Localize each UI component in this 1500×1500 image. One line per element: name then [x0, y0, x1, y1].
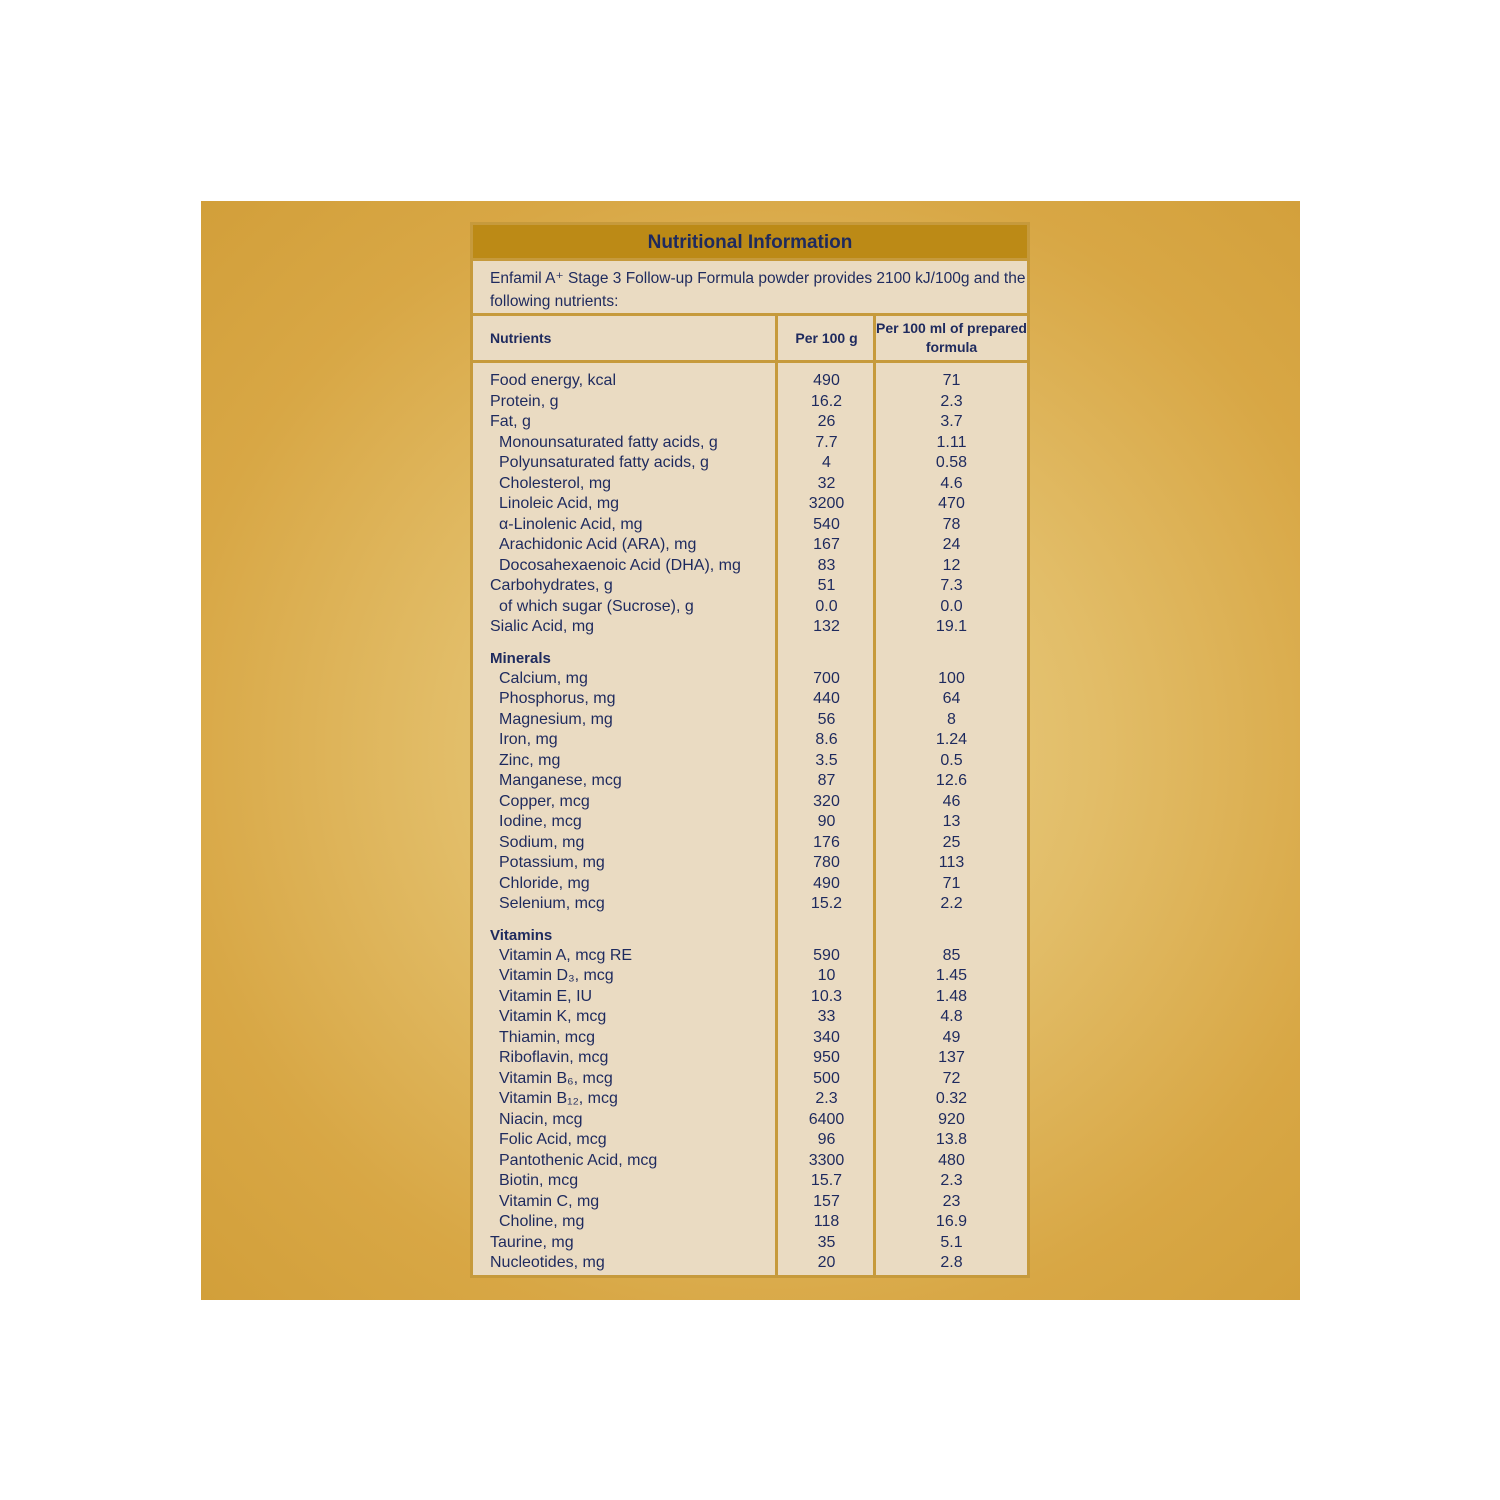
table-row	[473, 730, 1027, 751]
section-title: Minerals	[490, 649, 551, 667]
table-row	[473, 535, 1027, 556]
value-per-100ml: 49	[942, 1028, 961, 1046]
value-per-100ml: 2.8	[940, 1254, 963, 1271]
value-per-100g: 320	[813, 792, 840, 810]
value-per-100g: 340	[813, 1028, 840, 1046]
value-per-100ml: 78	[942, 515, 961, 533]
nutrient-name: Manganese, mcg	[499, 772, 622, 789]
value-per-100ml: 12	[942, 556, 961, 574]
value-per-100ml: 3.7	[940, 413, 963, 430]
nutrient-name: Folic Acid, mcg	[499, 1131, 607, 1148]
table-body	[473, 371, 1027, 1274]
value-per-100ml: 113	[938, 854, 965, 871]
table-row	[473, 1253, 1027, 1274]
nutrient-name: Magnesium, mg	[499, 710, 613, 728]
value-per-100ml: 4.8	[940, 1008, 963, 1025]
nutrient-name: Biotin, mcg	[499, 1172, 579, 1189]
nutrition-table-card	[470, 222, 1030, 1278]
table-row	[473, 1007, 1027, 1028]
value-per-100ml: 16.9	[935, 1213, 968, 1230]
table-row	[473, 1048, 1027, 1069]
value-per-100ml: 85	[942, 946, 961, 964]
nutrient-name: Riboflavin, mcg	[499, 1049, 609, 1066]
value-per-100g: 10	[817, 967, 836, 984]
table-row	[473, 946, 1027, 967]
value-per-100ml: 12.6	[935, 772, 968, 789]
value-per-100g: 700	[813, 669, 840, 687]
table-row	[473, 689, 1027, 710]
table-row	[473, 987, 1027, 1008]
value-per-100ml: 72	[942, 1069, 961, 1087]
value-per-100ml: 1.45	[935, 967, 968, 984]
value-per-100g: 33	[817, 1008, 836, 1025]
value-per-100ml: 2.3	[940, 1172, 963, 1189]
nutrient-name: Vitamin B₆, mcg	[499, 1069, 613, 1087]
nutrient-name: Pantothenic Acid, mcg	[499, 1151, 658, 1169]
value-per-100g: 2.3	[815, 1090, 838, 1107]
table-row	[473, 474, 1027, 495]
table-row	[473, 433, 1027, 454]
nutrient-name: Taurine, mg	[490, 1233, 574, 1251]
nutrient-name: Chloride, mg	[499, 874, 590, 892]
value-per-100g: 7.7	[815, 433, 838, 451]
table-row	[473, 833, 1027, 854]
section-title: Vitamins	[490, 926, 553, 944]
value-per-100g: 3200	[808, 495, 845, 512]
value-per-100g: 4	[822, 454, 831, 471]
nutrient-name: Arachidonic Acid (ARA), mg	[499, 536, 697, 553]
table-row	[473, 812, 1027, 833]
value-per-100ml: 24	[942, 536, 961, 553]
value-per-100ml: 64	[942, 690, 961, 707]
value-per-100ml: 19.1	[935, 618, 968, 635]
table-title: Nutritional Information	[473, 225, 1027, 258]
table-row	[473, 576, 1027, 597]
nutrient-name: Vitamin A, mcg RE	[499, 946, 633, 964]
table-row	[473, 453, 1027, 474]
value-per-100g: 590	[813, 946, 840, 964]
table-row	[473, 1171, 1027, 1192]
nutrient-name: Vitamin D₃, mcg	[499, 967, 614, 984]
value-per-100ml: 23	[942, 1192, 961, 1210]
nutrient-name: Monounsaturated fatty acids, g	[499, 433, 718, 451]
value-per-100ml: 4.6	[940, 474, 963, 492]
nutrient-name: Polyunsaturated fatty acids, g	[499, 454, 709, 471]
nutrient-name: Zinc, mg	[499, 751, 561, 769]
nutrient-name: Cholesterol, mg	[499, 474, 612, 492]
table-row	[473, 966, 1027, 987]
value-per-100g: 16.2	[810, 392, 843, 410]
value-per-100g: 32	[817, 474, 836, 492]
value-per-100g: 15.7	[810, 1172, 843, 1189]
table-row	[473, 792, 1027, 813]
nutrient-name: Linoleic Acid, mg	[499, 495, 620, 512]
table-row	[473, 669, 1027, 690]
table-row	[473, 771, 1027, 792]
value-per-100ml: 25	[942, 833, 961, 851]
value-per-100g: 0.0	[815, 597, 838, 615]
value-per-100ml: 137	[938, 1049, 965, 1066]
value-per-100ml: 2.2	[940, 895, 963, 912]
table-row	[473, 597, 1027, 618]
value-per-100g: 176	[813, 833, 840, 851]
table-row	[473, 1028, 1027, 1049]
value-per-100g: 540	[813, 515, 840, 533]
table-row	[473, 894, 1027, 915]
value-per-100g: 132	[813, 618, 840, 635]
nutrient-name: Carbohydrates, g	[490, 577, 613, 594]
value-per-100g: 56	[817, 710, 836, 728]
value-per-100g: 440	[813, 690, 840, 707]
value-per-100g: 167	[813, 536, 840, 553]
nutrient-name: Vitamin E, IU	[499, 987, 593, 1005]
nutrient-name: Niacin, mcg	[499, 1110, 583, 1128]
value-per-100ml: 71	[942, 372, 961, 389]
value-per-100ml: 71	[942, 874, 961, 892]
value-per-100g: 35	[817, 1233, 836, 1251]
value-per-100ml: 0.0	[940, 597, 963, 615]
value-per-100g: 500	[813, 1069, 840, 1087]
table-row	[473, 515, 1027, 536]
nutrient-name: Vitamin B₁₂, mcg	[499, 1090, 618, 1107]
section-heading	[473, 648, 1027, 669]
nutrient-name: Food energy, kcal	[490, 372, 616, 389]
nutrient-name: Protein, g	[490, 392, 559, 410]
value-per-100g: 3.5	[815, 751, 838, 769]
value-per-100g: 10.3	[810, 987, 843, 1005]
header-per-100g: Per 100 g	[795, 330, 858, 346]
value-per-100g: 90	[817, 813, 836, 830]
value-per-100ml: 0.5	[940, 751, 963, 769]
value-per-100g: 157	[813, 1192, 840, 1210]
value-per-100g: 26	[817, 413, 836, 430]
value-per-100ml: 1.11	[936, 433, 967, 451]
table-row	[473, 371, 1027, 392]
nutrient-name: Choline, mg	[499, 1213, 585, 1230]
table-row	[473, 751, 1027, 772]
nutrient-name: α-Linolenic Acid, mg	[499, 515, 643, 533]
value-per-100ml: 7.3	[940, 577, 963, 594]
nutrient-name: Potassium, mg	[499, 854, 605, 871]
table-header	[473, 313, 1027, 363]
nutrient-name: Copper, mcg	[499, 792, 590, 810]
value-per-100ml: 0.32	[935, 1090, 968, 1107]
nutrient-name: Nucleotides, mg	[490, 1254, 605, 1271]
nutrient-name: Calcium, mg	[499, 669, 588, 687]
table-row	[473, 494, 1027, 515]
value-per-100ml: 1.48	[935, 987, 968, 1005]
value-per-100ml: 480	[938, 1151, 965, 1169]
table-row	[473, 392, 1027, 413]
section-heading	[473, 925, 1027, 946]
value-per-100g: 51	[817, 577, 836, 594]
table-row	[473, 412, 1027, 433]
table-row	[473, 1069, 1027, 1090]
value-per-100g: 20	[817, 1254, 836, 1271]
nutrient-name: Vitamin C, mg	[499, 1192, 600, 1210]
value-per-100g: 950	[813, 1049, 840, 1066]
value-per-100g: 15.2	[810, 895, 843, 912]
nutrient-name: Phosphorus, mg	[499, 690, 616, 707]
nutrient-name: Sodium, mg	[499, 833, 585, 851]
value-per-100ml: 13.8	[935, 1131, 968, 1148]
value-per-100ml: 470	[938, 495, 965, 512]
nutrient-name: Iron, mg	[499, 731, 558, 748]
value-per-100ml: 5.1	[940, 1233, 963, 1251]
table-row	[473, 853, 1027, 874]
value-per-100ml: 8	[947, 710, 956, 728]
value-per-100g: 490	[813, 372, 840, 389]
table-row	[473, 617, 1027, 638]
table-row	[473, 556, 1027, 577]
value-per-100g: 490	[813, 874, 840, 892]
table-row	[473, 1151, 1027, 1172]
table-row	[473, 874, 1027, 895]
value-per-100g: 780	[813, 854, 840, 871]
value-per-100ml: 100	[938, 669, 965, 687]
value-per-100ml: 0.58	[935, 454, 968, 471]
nutrient-name: Docosahexaenoic Acid (DHA), mg	[499, 556, 741, 574]
value-per-100ml: 13	[942, 813, 961, 830]
table-row	[473, 710, 1027, 731]
nutrient-name: Vitamin K, mcg	[499, 1008, 607, 1025]
nutrient-name: Thiamin, mcg	[499, 1028, 596, 1046]
value-per-100ml: 920	[938, 1110, 965, 1128]
table-row	[473, 1212, 1027, 1233]
nutrient-name: Selenium, mcg	[499, 895, 605, 912]
value-per-100g: 8.6	[815, 731, 838, 748]
value-per-100g: 87	[817, 772, 836, 789]
value-per-100g: 118	[813, 1213, 840, 1230]
nutrient-name: Iodine, mcg	[499, 813, 582, 830]
value-per-100ml: 46	[942, 792, 961, 810]
value-per-100g: 6400	[808, 1110, 845, 1128]
table-row	[473, 1089, 1027, 1110]
nutrient-name: Fat, g	[490, 413, 531, 430]
value-per-100ml: 2.3	[940, 392, 963, 410]
value-per-100g: 3300	[808, 1151, 845, 1169]
table-row	[473, 1110, 1027, 1131]
table-row	[473, 1130, 1027, 1151]
table-row	[473, 1233, 1027, 1254]
value-per-100g: 83	[817, 556, 836, 574]
nutrient-name: Sialic Acid, mg	[490, 618, 595, 635]
intro-text: Enfamil A⁺ Stage 3 Follow-up Formula powder provides 2100 kJ/100g and the following nutrients:	[473, 258, 1027, 312]
nutrient-name: of which sugar (Sucrose), g	[499, 597, 694, 615]
header-per-100ml: Per 100 ml of prepared formula	[876, 320, 1027, 355]
header-nutrients: Nutrients	[490, 330, 552, 346]
value-per-100ml: 1.24	[935, 731, 968, 748]
value-per-100g: 96	[817, 1131, 836, 1148]
table-row	[473, 1192, 1027, 1213]
